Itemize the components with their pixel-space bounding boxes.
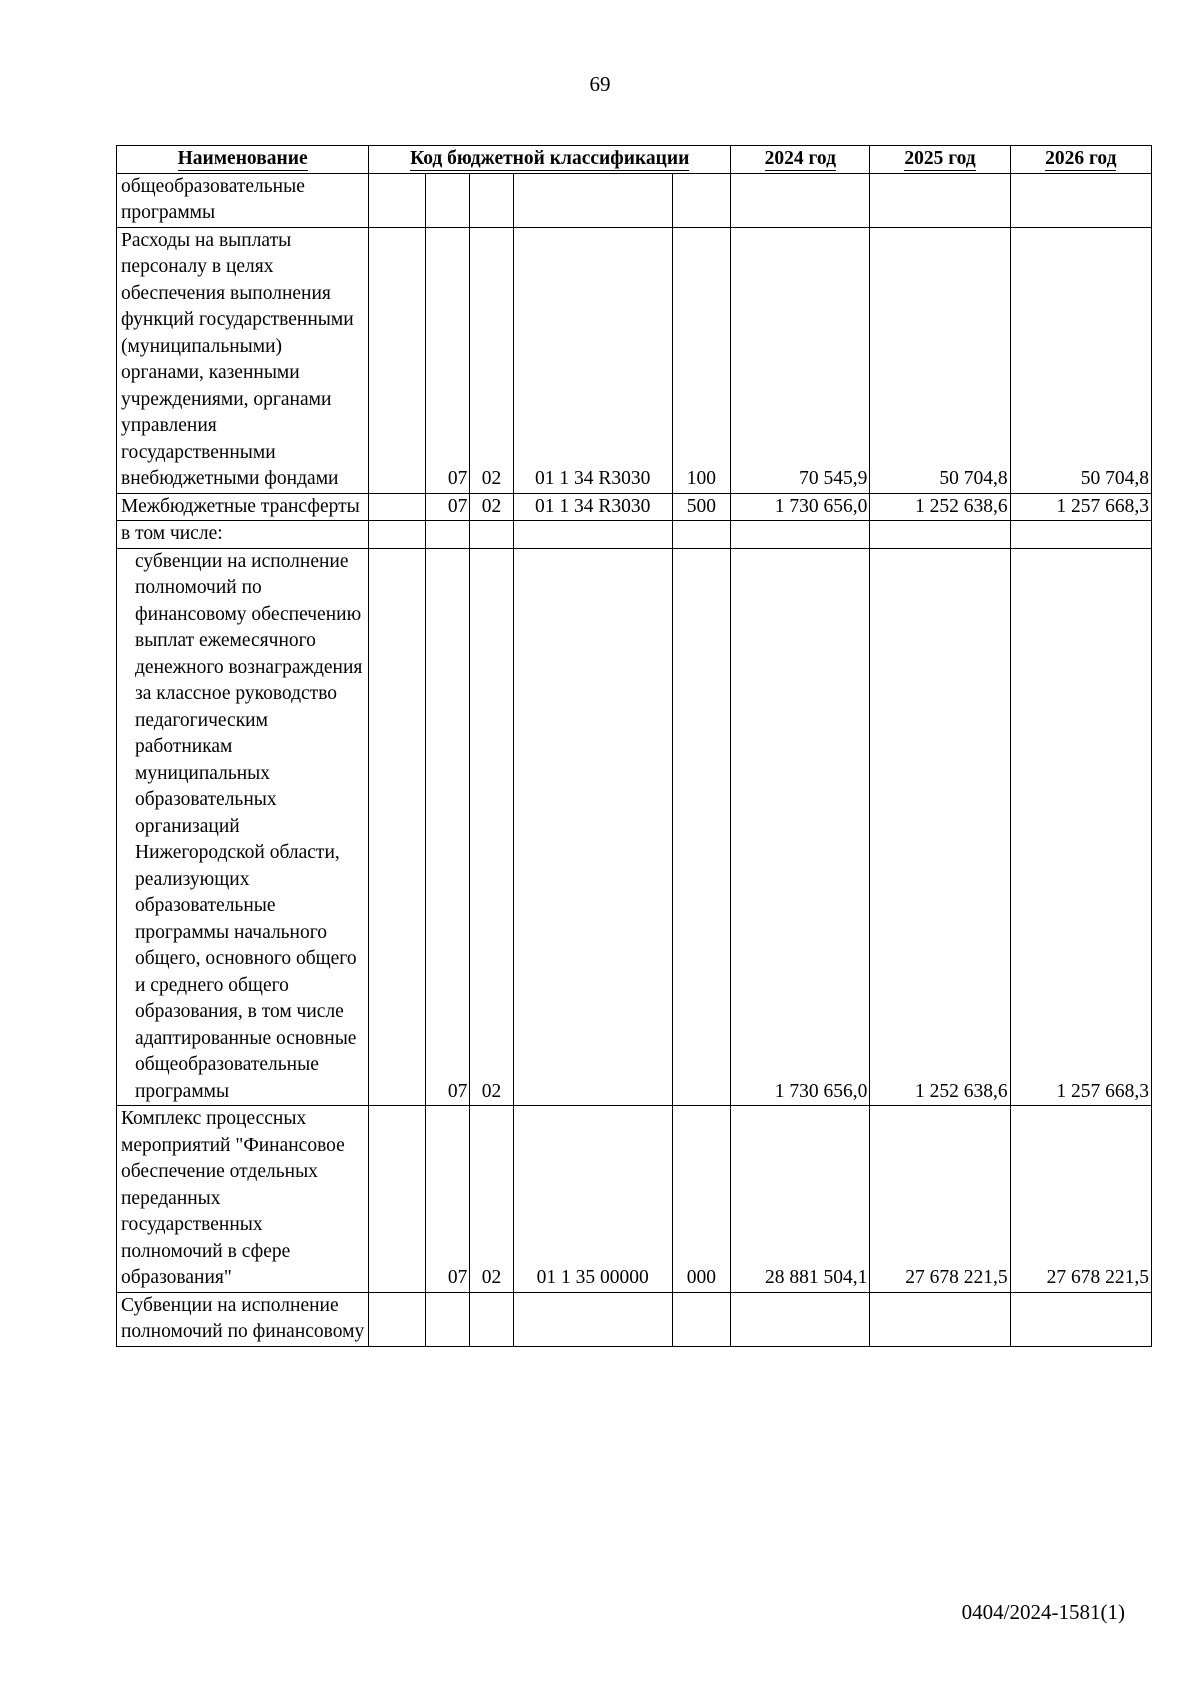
row-subsection [470, 173, 513, 227]
row-subsection [470, 1292, 513, 1346]
row-subsection: 02 [470, 548, 513, 1106]
row-2026 [1010, 1292, 1151, 1346]
row-2025: 1 252 638,6 [870, 493, 1010, 521]
row-2024: 1 730 656,0 [731, 493, 870, 521]
table-header-row [117, 146, 1152, 174]
row-section: 07 [425, 1106, 470, 1293]
table-row [117, 493, 1152, 521]
row-2026: 50 704,8 [1010, 227, 1151, 493]
row-2025 [870, 1292, 1010, 1346]
header-code: Код бюджетной классификации [369, 146, 731, 174]
row-2026 [1010, 173, 1151, 227]
row-section: 07 [425, 548, 470, 1106]
row-subsection: 02 [470, 1106, 513, 1293]
row-section: 07 [425, 493, 470, 521]
row-subsection: 02 [470, 493, 513, 521]
row-target [513, 173, 672, 227]
row-2025: 50 704,8 [870, 227, 1010, 493]
row-2026 [1010, 521, 1151, 549]
row-blank [369, 1106, 426, 1293]
row-target: 01 1 34 R3030 [513, 227, 672, 493]
row-name: Расходы на выплаты персоналу в целях обеспечения выполнения функций государственными (муниципальными) органами, казенными учреждениями, органами управления государственными внебюджетными фондами [117, 227, 369, 493]
header-name: Наименование [117, 146, 369, 174]
table-row [117, 173, 1152, 227]
row-target [513, 548, 672, 1106]
budget-table [116, 145, 1152, 1347]
table-row [117, 1106, 1152, 1293]
row-name: общеобразовательные программы [117, 173, 369, 227]
row-expense [672, 173, 731, 227]
row-section: 07 [425, 227, 470, 493]
row-expense: 500 [672, 493, 731, 521]
row-blank [369, 548, 426, 1106]
row-target [513, 1292, 672, 1346]
table-row [117, 548, 1152, 1106]
row-2024: 28 881 504,1 [731, 1106, 870, 1293]
row-name: Субвенции на исполнение полномочий по финансовому [117, 1292, 369, 1346]
row-target: 01 1 34 R3030 [513, 493, 672, 521]
row-2024: 70 545,9 [731, 227, 870, 493]
document-code: 0404/2024-1581(1) [961, 1600, 1125, 1624]
header-2025: 2025 год [870, 146, 1010, 174]
row-expense [672, 1292, 731, 1346]
row-section [425, 173, 470, 227]
page-number: 69 [589, 72, 611, 96]
row-2024 [731, 173, 870, 227]
row-blank [369, 173, 426, 227]
table-row [117, 227, 1152, 493]
row-2026: 27 678 221,5 [1010, 1106, 1151, 1293]
row-expense: 100 [672, 227, 731, 493]
row-2024 [731, 521, 870, 549]
row-expense [672, 521, 731, 549]
row-2026: 1 257 668,3 [1010, 493, 1151, 521]
row-target [513, 521, 672, 549]
row-2024 [731, 1292, 870, 1346]
row-name: Межбюджетные трансферты [117, 493, 369, 521]
row-expense [672, 548, 731, 1106]
row-name: в том числе: [117, 521, 369, 549]
row-2025: 1 252 638,6 [870, 548, 1010, 1106]
row-blank [369, 493, 426, 521]
header-2024: 2024 год [731, 146, 870, 174]
row-2025: 27 678 221,5 [870, 1106, 1010, 1293]
row-section [425, 1292, 470, 1346]
row-2026: 1 257 668,3 [1010, 548, 1151, 1106]
row-2024: 1 730 656,0 [731, 548, 870, 1106]
row-name: субвенции на исполнение полномочий по финансовому обеспечению выплат ежемесячного денежного вознаграждения за классное руководство педагогическим работникам муниципальных образовательных организаций Нижегородской области, реализующих образовательные программы начального общего, основного общего и среднего общего образования, в том числе адаптированные основные общеобразовательные программы [117, 548, 369, 1106]
table-row [117, 1292, 1152, 1346]
table-row [117, 521, 1152, 549]
row-subsection [470, 521, 513, 549]
header-2026: 2026 год [1010, 146, 1151, 174]
row-blank [369, 227, 426, 493]
row-expense: 000 [672, 1106, 731, 1293]
row-target: 01 1 35 00000 [513, 1106, 672, 1293]
row-2025 [870, 521, 1010, 549]
row-section [425, 521, 470, 549]
row-blank [369, 1292, 426, 1346]
row-2025 [870, 173, 1010, 227]
row-blank [369, 521, 426, 549]
row-name: Комплекс процессных мероприятий "Финансовое обеспечение отдельных переданных государственных полномочий в сфере образования" [117, 1106, 369, 1293]
row-subsection: 02 [470, 227, 513, 493]
